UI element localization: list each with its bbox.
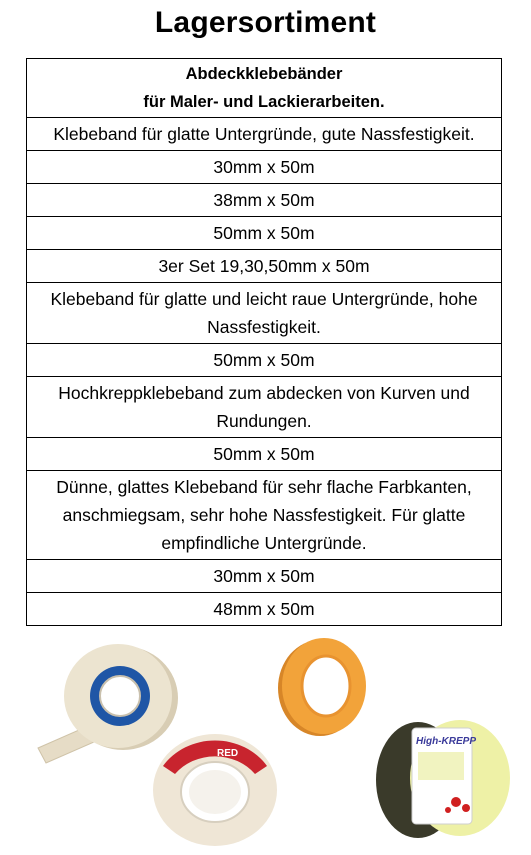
row-description-cell: Klebeband für glatte Untergründe, gute Nassfestigkeit. xyxy=(27,118,502,151)
red-tape-label: RED xyxy=(217,748,239,759)
table-row xyxy=(27,151,502,184)
table-header-cell xyxy=(27,59,502,118)
row-description-cell: Hochkreppklebeband zum abdecken von Kurven und Rundungen. xyxy=(27,377,502,438)
table-row xyxy=(27,438,502,471)
row-size-cell: 30mm x 50m xyxy=(27,151,502,184)
page-title: Lagersortiment xyxy=(154,6,377,39)
table-row xyxy=(27,184,502,217)
red-tape-image xyxy=(145,726,285,851)
row-description-cell: Dünne, glattes Klebeband für sehr flache Farbkanten, anschmiegsam, sehr hohe Nassfestigkeit. Für glatte empfindliche Untergründe. xyxy=(27,471,502,560)
row-size-cell: 30mm x 50m xyxy=(27,560,502,593)
orange-tape-image xyxy=(268,634,378,744)
yellow-tape-label: High-KREPP xyxy=(416,736,476,747)
product-table xyxy=(26,58,502,626)
row-size-cell: 50mm x 50m xyxy=(27,217,502,250)
table-row xyxy=(27,344,502,377)
header-line-1: Abdeckklebebänder xyxy=(185,65,343,83)
table-row xyxy=(27,560,502,593)
table-row xyxy=(27,593,502,626)
row-size-cell: 50mm x 50m xyxy=(27,438,502,471)
header-line-2: für Maler- und Lackierarbeiten. xyxy=(143,93,385,111)
row-description-cell: Klebeband für glatte und leicht raue Untergründe, hohe Nassfestigkeit. xyxy=(27,283,502,344)
row-size-cell: 48mm x 50m xyxy=(27,593,502,626)
table-row xyxy=(27,471,502,560)
table-row xyxy=(27,283,502,344)
row-size-cell: 38mm x 50m xyxy=(27,184,502,217)
table-row xyxy=(27,250,502,283)
row-size-cell: 50mm x 50m xyxy=(27,344,502,377)
table-row xyxy=(27,118,502,151)
table-header-row xyxy=(27,59,502,118)
table-row xyxy=(27,217,502,250)
product-photos xyxy=(0,630,531,855)
table-row xyxy=(27,377,502,438)
yellow-tape-image xyxy=(374,714,514,844)
row-size-cell: 3er Set 19,30,50mm x 50m xyxy=(27,250,502,283)
